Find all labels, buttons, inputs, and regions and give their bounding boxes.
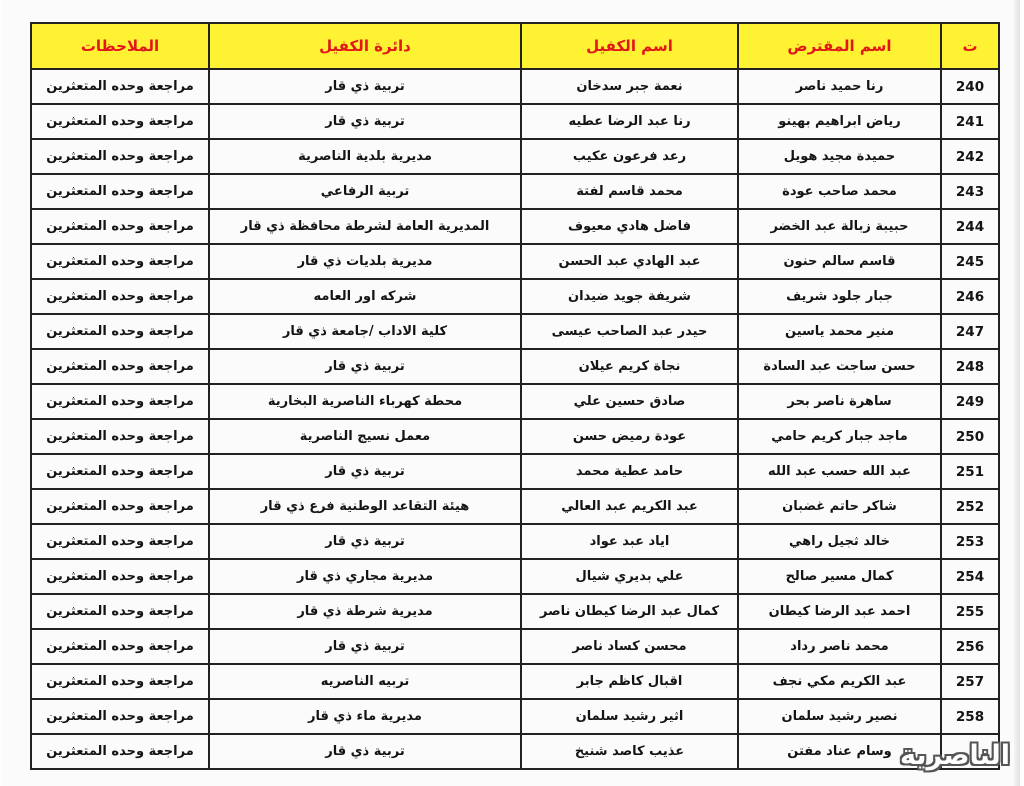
cell-guarantor-name: علي بديري شيال — [521, 559, 738, 594]
header-guarantor-department: دائرة الكفيل — [209, 23, 521, 69]
cell-number: 242 — [941, 139, 999, 174]
cell-borrower-name: ساهرة ناصر بحر — [738, 384, 941, 419]
cell-remarks: مراجعة وحده المتعثرين — [31, 104, 209, 139]
cell-borrower-name: شاكر حاتم غضبان — [738, 489, 941, 524]
watermark-logo — [886, 738, 1014, 778]
cell-guarantor-name: كمال عبد الرضا كيطان ناصر — [521, 594, 738, 629]
document-page — [2, 0, 1020, 786]
cell-number: 257 — [941, 664, 999, 699]
table-row — [31, 489, 999, 524]
cell-guarantor-department: تربية ذي قار — [209, 629, 521, 664]
cell-guarantor-department: تربية ذي قار — [209, 349, 521, 384]
header-number: ت — [941, 23, 999, 69]
cell-remarks: مراجعة وحده المتعثرين — [31, 384, 209, 419]
cell-borrower-name: وسام عناد مفتن — [738, 734, 941, 769]
cell-guarantor-department: مديرية شرطة ذي قار — [209, 594, 521, 629]
cell-borrower-name: حسن ساجت عبد السادة — [738, 349, 941, 384]
cell-guarantor-name: حامد عطية محمد — [521, 454, 738, 489]
cell-remarks: مراجعة وحده المتعثرين — [31, 244, 209, 279]
table-row — [31, 244, 999, 279]
cell-borrower-name: خالد ثجيل راهي — [738, 524, 941, 559]
cell-guarantor-name: رنا عبد الرضا عطيه — [521, 104, 738, 139]
cell-remarks: مراجعة وحده المتعثرين — [31, 279, 209, 314]
cell-remarks: مراجعة وحده المتعثرين — [31, 734, 209, 769]
table-row — [31, 454, 999, 489]
cell-remarks: مراجعة وحده المتعثرين — [31, 314, 209, 349]
cell-guarantor-name: نعمة جبر سدخان — [521, 69, 738, 104]
cell-guarantor-name: شريفة جويد ضيدان — [521, 279, 738, 314]
cell-guarantor-name: عبد الكريم عبد العالي — [521, 489, 738, 524]
header-guarantor-name: اسم الكفيل — [521, 23, 738, 69]
cell-borrower-name: رياض ابراهيم بهينو — [738, 104, 941, 139]
cell-borrower-name: محمد ناصر رداد — [738, 629, 941, 664]
table-row — [31, 69, 999, 104]
cell-number: 253 — [941, 524, 999, 559]
header-remarks: الملاحظات — [31, 23, 209, 69]
cell-guarantor-department: تربية ذي قار — [209, 104, 521, 139]
table-row — [31, 419, 999, 454]
cell-number: 241 — [941, 104, 999, 139]
page-edge-shadow — [1014, 0, 1020, 786]
cell-number: 247 — [941, 314, 999, 349]
cell-guarantor-department: مديرية بلدية الناصرية — [209, 139, 521, 174]
cell-number: 251 — [941, 454, 999, 489]
cell-borrower-name: احمد عبد الرضا كيطان — [738, 594, 941, 629]
cell-guarantor-name: نجاة كريم عيلان — [521, 349, 738, 384]
cell-borrower-name: منير محمد ياسين — [738, 314, 941, 349]
cell-guarantor-name: حيدر عبد الصاحب عيسى — [521, 314, 738, 349]
cell-remarks: مراجعة وحده المتعثرين — [31, 699, 209, 734]
cell-number: 254 — [941, 559, 999, 594]
cell-remarks: مراجعة وحده المتعثرين — [31, 559, 209, 594]
cell-number: 256 — [941, 629, 999, 664]
cell-borrower-name: رنا حميد ناصر — [738, 69, 941, 104]
cell-borrower-name: عبد الله حسب عبد الله — [738, 454, 941, 489]
cell-remarks: مراجعة وحده المتعثرين — [31, 139, 209, 174]
cell-guarantor-department: تربية الرفاعي — [209, 174, 521, 209]
cell-number: 258 — [941, 699, 999, 734]
cell-guarantor-department: شركه اور العامه — [209, 279, 521, 314]
cell-guarantor-name: فاضل هادي معيوف — [521, 209, 738, 244]
table-row — [31, 384, 999, 419]
table-row — [31, 279, 999, 314]
cell-guarantor-name: عبد الهادي عبد الحسن — [521, 244, 738, 279]
cell-guarantor-department: معمل نسيج الناصرية — [209, 419, 521, 454]
table-header-row — [31, 23, 999, 69]
cell-guarantor-name: اياد عبد عواد — [521, 524, 738, 559]
cell-borrower-name: حبيبة زبالة عبد الخضر — [738, 209, 941, 244]
cell-guarantor-department: تربيه الناصريه — [209, 664, 521, 699]
cell-guarantor-name: اقبال كاظم جابر — [521, 664, 738, 699]
cell-number: 240 — [941, 69, 999, 104]
cell-guarantor-department: تربية ذي قار — [209, 454, 521, 489]
header-borrower-name: اسم المقترض — [738, 23, 941, 69]
cell-guarantor-department: هيئة التقاعد الوطنية فرع ذي قار — [209, 489, 521, 524]
table-row — [31, 174, 999, 209]
cell-borrower-name: حميدة مجيد هويل — [738, 139, 941, 174]
watermark-text: الناصرية — [900, 740, 1010, 771]
table-row — [31, 664, 999, 699]
table-row — [31, 524, 999, 559]
cell-number: 243 — [941, 174, 999, 209]
table-row — [31, 314, 999, 349]
cell-remarks: مراجعة وحده المتعثرين — [31, 629, 209, 664]
cell-guarantor-department: تربية ذي قار — [209, 734, 521, 769]
cell-remarks: مراجعة وحده المتعثرين — [31, 454, 209, 489]
cell-guarantor-department: تربية ذي قار — [209, 69, 521, 104]
table-row — [31, 209, 999, 244]
cell-guarantor-name: صادق حسين علي — [521, 384, 738, 419]
cell-borrower-name: محمد صاحب عودة — [738, 174, 941, 209]
cell-guarantor-department: مديرية ماء ذي قار — [209, 699, 521, 734]
cell-number: 252 — [941, 489, 999, 524]
cell-guarantor-name: محسن كساد ناصر — [521, 629, 738, 664]
cell-number: 255 — [941, 594, 999, 629]
cell-guarantor-name: رعد فرعون عكيب — [521, 139, 738, 174]
cell-guarantor-department: محطة كهرباء الناصرية البخارية — [209, 384, 521, 419]
cell-borrower-name: كمال مسير صالح — [738, 559, 941, 594]
cell-borrower-name: قاسم سالم حنون — [738, 244, 941, 279]
table-row — [31, 699, 999, 734]
table-row — [31, 629, 999, 664]
table-row — [31, 594, 999, 629]
cell-guarantor-name: عودة رميض حسن — [521, 419, 738, 454]
cell-guarantor-department: كلية الاداب /جامعة ذي قار — [209, 314, 521, 349]
cell-remarks: مراجعة وحده المتعثرين — [31, 524, 209, 559]
cell-remarks: مراجعة وحده المتعثرين — [31, 664, 209, 699]
cell-borrower-name: ماجد جبار كريم حامي — [738, 419, 941, 454]
cell-remarks: مراجعة وحده المتعثرين — [31, 69, 209, 104]
cell-borrower-name: جبار جلود شريف — [738, 279, 941, 314]
cell-guarantor-department: مديرية بلديات ذي قار — [209, 244, 521, 279]
cell-number: 250 — [941, 419, 999, 454]
cell-guarantor-department: تربية ذي قار — [209, 524, 521, 559]
cell-number: 245 — [941, 244, 999, 279]
cell-remarks: مراجعة وحده المتعثرين — [31, 594, 209, 629]
cell-number: 244 — [941, 209, 999, 244]
cell-guarantor-department: مديرية مجاري ذي قار — [209, 559, 521, 594]
cell-guarantor-name: محمد قاسم لفتة — [521, 174, 738, 209]
cell-guarantor-name: عذيب كاصد شنيخ — [521, 734, 738, 769]
cell-number: 248 — [941, 349, 999, 384]
cell-remarks: مراجعة وحده المتعثرين — [31, 489, 209, 524]
table-row — [31, 139, 999, 174]
borrowers-table — [30, 22, 1000, 770]
cell-guarantor-department: المديرية العامة لشرطة محافظة ذي قار — [209, 209, 521, 244]
cell-guarantor-name: اثير رشيد سلمان — [521, 699, 738, 734]
cell-number: 249 — [941, 384, 999, 419]
table-row — [31, 559, 999, 594]
cell-remarks: مراجعة وحده المتعثرين — [31, 349, 209, 384]
table-row — [31, 104, 999, 139]
cell-number: 246 — [941, 279, 999, 314]
table-row — [31, 734, 999, 769]
cell-remarks: مراجعة وحده المتعثرين — [31, 209, 209, 244]
cell-remarks: مراجعة وحده المتعثرين — [31, 419, 209, 454]
cell-borrower-name: عبد الكريم مكي نجف — [738, 664, 941, 699]
cell-borrower-name: نصير رشيد سلمان — [738, 699, 941, 734]
cell-remarks: مراجعة وحده المتعثرين — [31, 174, 209, 209]
table-row — [31, 349, 999, 384]
